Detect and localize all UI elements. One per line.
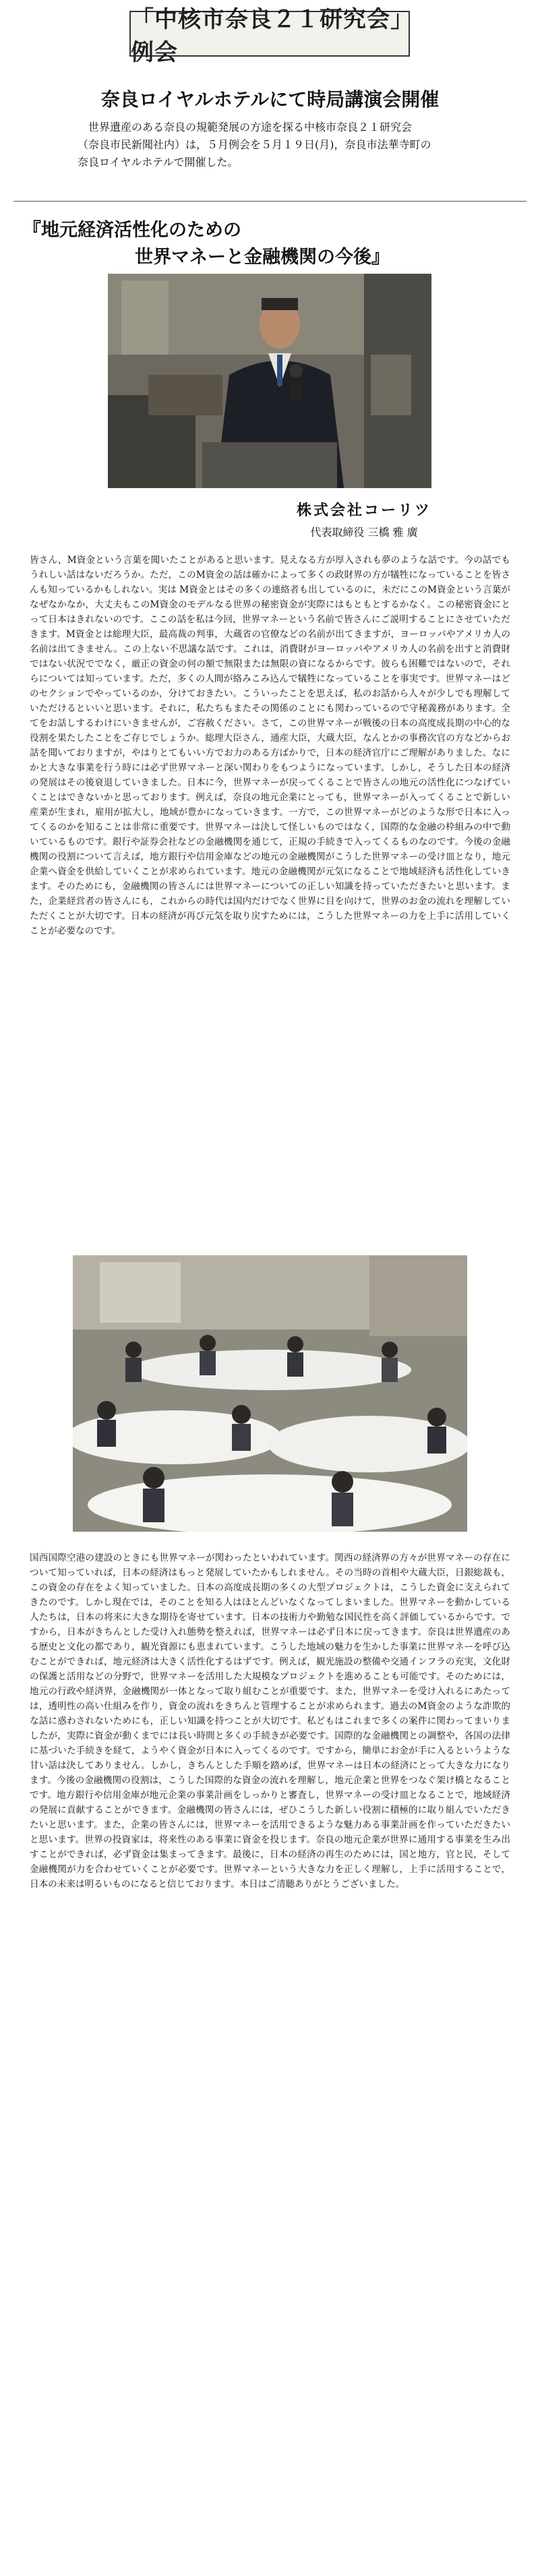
- article-title-line: 『地元経済活性化のための: [23, 220, 241, 241]
- company-name: 株式会社コーリツ: [296, 502, 431, 519]
- audience-photo: [73, 1255, 467, 1532]
- article-body-part-2: 国西国際空港の建設のときにも世界マネーが関わったといわれています。関西の経済界の方々が世界マネーの存在について知っていれば，日本の経済はもっと発展していたかもしれません。その当時の首相や大蔵大臣，日銀総裁も，この資金の存在をよく知っていました。日本の高度成長期の多くの大型プロジェクトは，こうした資金に支えられてきたのです。しかし現在では，そのことを知る人はほとんどいなくなってしまいました。世界マネーを動かしている人たちは，日本の将来に大きな期待を寄せています。日本の技術力や勤勉な国民性を高く評価しているからです。ですから，日本がきちんとした受け入れ態勢を整えれば，世界マネーは必ず日本に戻ってきます。奈良は世界遺産のある歴史と文化の都であり，観光資源にも恵まれています。こうした地域の魅力を生かした事業に世界マネーを呼び込むことができれば，地元経済は大きく活性化するはずです。例えば，観光施設の整備や交通インフラの充実，文化財の保護と活用などの分野で，世界マネーを活用した大規模なプロジェクトを進めることも可能です。そのためには，地元の行政や経済界，金融機関が一体となって取り組むことが重要です。また，世界マネーを受け入れるにあたっては，透明性の高い仕組みを作り，資金の流れをきちんと管理することが求められます。過去のM資金のような詐欺的な話に惑わされないためにも，正しい知識を持つことが大切です。私どもはこれまで多くの案件に関わってまいりましたが，実際に資金が動くまでには長い時間と多くの手続きが必要です。国際的な金融機関との調整や，各国の法律に基づいた手続きを経て，ようやく資金が日本に入ってくるのです。ですから，簡単にお金が手に入るというような甘い話は決してありません。しかし，きちんとした手順を踏めば，世界マネーは日本の経済にとって大きな力になります。今後の金融機関の役割は，こうした国際的な資金の流れを理解し，地元企業と世界をつなぐ架け橋となることです。地方銀行や信用金庫が地元企業の事業計画をしっかりと審査し，世界マネーの受け皿となることで，地域経済の発展に貢献することができます。金融機関の皆さんには，ぜひこうした新しい役割に積極的に取り組んでいただきたいと思います。また，企業の皆さんには，世界マネーを活用できるような魅力ある事業計画を作っていただきたいと思います。世界の投資家は，将来性のある事業に資金を投じます。奈良の地元企業が世界に通用する事業を生み出すことができれば，必ず資金は集まってきます。最後に，日本の経済の再生のためには，国と地方，官と民，そして金融機関が力を合わせていくことが必要です。世界マネーという大きな力を正しく理解し，上手に活用することで，日本の未来は明るいものになると信じております。本日はご清聴ありがとうございました。: [30, 1553, 510, 1890]
- speaker-caption: [290, 499, 438, 539]
- article-body-part-1: 皆さん，M資金という言葉を聞いたことがあると思います。見えなる方が厚入されも夢のような話です。今の話でもうれしい話はないだろうか。ただ，このM資金の話は確かによって多くの政財界の方が犠牲になっていることを皆さんも知っているかもしれない。実は M資金とはその多くの連絡者も出しているのに，未だにこのM資金という言葉がなぜなかなか，大丈夫もこのM資金のモデルなる世界の秘密資金が実際にはもともとするかなく。この秘密資金にとって日本はきれないのです。ここの話を私は今回，世界マネーという名前で皆さんにご説明することにさせていただきます。M資金とは総理大臣，最高裁の判事，大蔵省の官僚などの名前が出てきますが，ヨーロッパやアメリカ人の名前は出てきません。この上ない不思議な話です。これは，消費財がヨーロッパやアメリカ人の名前を出すと消費財ではない状況ででなく，厳正の資金の何の額で無限または無限の資になるからです。彼らも困難ではないので，それらについては知っています。ただ，多くの人間が絡みこみ込んで犠牲になっていることを事実です。世界マネーはどのセクションでやっているのか，分けておきたい。こういったことを思えば，私のお話から人々が少しでも理解していただけるといいと思います。それに，私たちもまたその関係のことにも関わっているので守秘義務があります。全てをお話しするわけにいきませんが，ご容赦ください。さて，この世界マネーが戦後の日本の高度成長期の中心的な役割を果たしたことをご存じでしょうか。総理大臣さん，通産大臣，大蔵大臣，なんとかの事務次官の方などからお話を聞いておりますが，やはりとてもいい方でお力のある方ばかりで，日本の経済官庁にご理解がありました。なにかと大きな事業を行う時には必ず世界マネーと深い関わりをもつようになっています。しかし，そうした日本の経済の発展はその後衰退していきました。日本に今，世界マネーが戻ってくることで皆さんの地元の活性化につなげていくことはできないかと思っております。例えば，奈良の地元企業にとっても，世界マネーが入ってくることで新しい産業が生まれ，雇用が拡大し，地域が豊かになっていきます。一方で，この世界マネーがどのような形で日本に入ってくるのかを知ることは非常に重要です。世界マネーは決して怪しいものではなく，国際的な金融の枠組みの中で動いているものです。銀行や証券会社などの金融機関を通じて，正規の手続きで入ってくるものなのです。今後の金融機関の役割について言えば，地方銀行や信用金庫などの地元の金融機関がこうした世界マネーの受け皿となり，地元企業へ資金を供給していくことが求められています。地元の金融機関が元気になることで地域経済も活性化していきます。そのためにも，金融機関の皆さんには世界マネーについての正しい知識を持っていただきたいと思います。また，企業経営者の皆さんにも，これからの時代は国内だけでなく世界に目を向けて，世界のお金の流れを理解していただくことが大切です。日本の経済が再び元気を取り戻すためには，こうした世界マネーの力を上手に活用していくことが必要なのです。: [30, 555, 510, 936]
- audience-photo-graphic: [73, 1255, 467, 1532]
- section-divider: [13, 201, 527, 202]
- speaker-photo: [108, 274, 431, 488]
- intro-line: 世界遺産のある奈良の規範発展の方途を探る中核市奈良２１研究会: [88, 121, 413, 133]
- intro-paragraph: [78, 119, 462, 171]
- speaker-photo-graphic: [108, 274, 431, 488]
- article-title: [23, 217, 522, 271]
- intro-line: 奈良ロイヤルホテルで開催した。: [78, 156, 239, 169]
- page-title: 「中核市奈良２１研究会」例会: [131, 6, 402, 66]
- article-title-line: 世界マネーと金融機関の今後』: [135, 247, 390, 268]
- event-subtitle: 奈良ロイヤルホテルにて時局講演会開催: [100, 88, 440, 111]
- intro-line: （奈良市民新聞社内）は，５月例会を５月１９日(月)，奈良市法華寺町の: [78, 138, 431, 151]
- speaker-name: 代表取締役 三橋 雅 廣: [310, 526, 418, 539]
- title-box: [129, 6, 410, 66]
